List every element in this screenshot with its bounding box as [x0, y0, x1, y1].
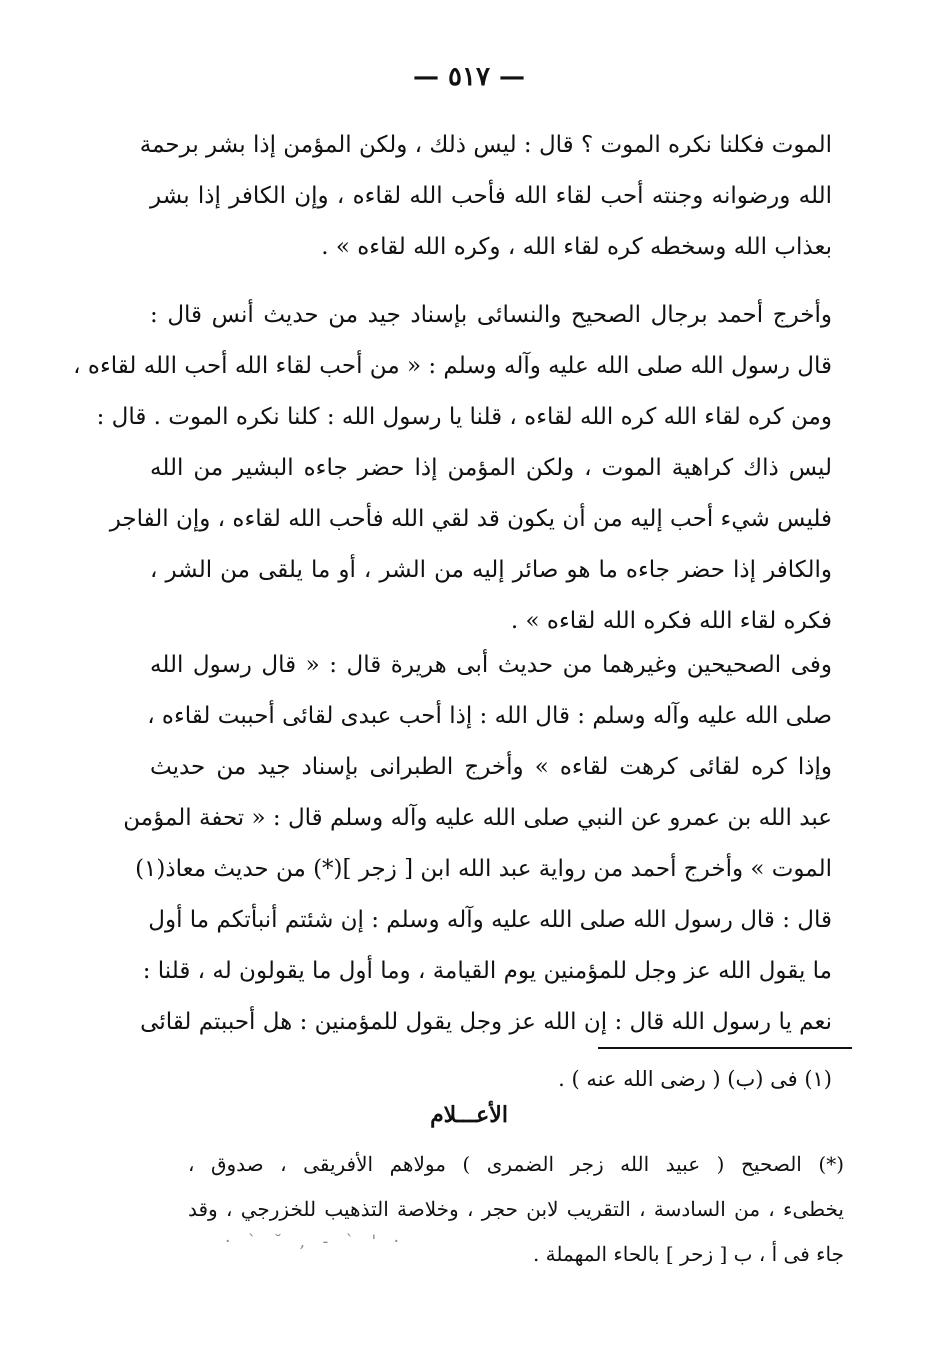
text-line: فكره لقاء الله فكره الله لقاءه » . — [510, 608, 832, 634]
page-number: — ٥١٧ — — [412, 62, 526, 92]
text-line: ليس ذاك كراهية الموت ، ولكن المؤمن إذا حضر جاءه البشير من الله — [150, 455, 832, 481]
text-line: ما يقول الله عز وجل للمؤمنين يوم القيامة ، وما أول ما يقولون له ، قلنا : — [142, 958, 832, 984]
text-line: وأخرج أحمد برجال الصحيح والنسائى بإسناد جيد من حديث أنس قال : — [150, 302, 832, 328]
note-line: جاء فى أ ، ب [ زحر ] بالحاء المهملة . — [532, 1242, 844, 1266]
text-line: الله ورضوانه وجنته أحب لقاء الله فأحب الله لقاءه ، وإن الكافر إذا بشر — [150, 183, 832, 209]
text-line: والكافر إذا حضر جاءه ما هو صائر إليه من الشر ، أو ما يلقى من الشر ، — [150, 557, 832, 583]
text-line: بعذاب الله وسخطه كره لقاء الله ، وكره الله لقاءه » . — [321, 234, 832, 260]
notes-body — [188, 1142, 844, 1277]
text-line: عبد الله بن عمرو عن النبي صلى الله عليه وآله وسلم قال : « تحفة المؤمن — [123, 805, 832, 831]
text-line: الموت فكلنا نكره الموت ؟ قال : ليس ذلك ، ولكن المؤمن إذا بشر برحمة — [139, 132, 832, 158]
text-line: قال : قال رسول الله صلى الله عليه وآله وسلم : إن شئتم أنبأتكم ما أول — [148, 907, 832, 933]
text-line: فليس شيء أحب إليه من أن يكون قد لقي الله فأحب الله لقاءه ، وإن الفاجر — [109, 506, 832, 532]
footnote-divider — [598, 1047, 852, 1049]
paragraph-3 — [123, 640, 832, 1048]
text-line: ومن كره لقاء الله كره الله لقاءه ، قلنا يا رسول الله : كلنا نكره الموت . قال : — [96, 404, 832, 430]
note-line: يخطىء ، من السادسة ، التقريب لابن حجر ، وخلاصة التذهيب للخزرجي ، وقد — [188, 1197, 844, 1221]
paragraph-1 — [139, 120, 832, 273]
paragraph-2 — [73, 290, 832, 647]
text-line: صلى الله عليه وآله وسلم : قال الله : إذا أحب عبدى لقائى أحببت لقاءه ، — [147, 703, 832, 729]
text-line: الموت » وأخرج أحمد من رواية عبد الله ابن [ زجر ](*) من حديث معاذ(١) — [135, 856, 832, 882]
faded-print-marks: · ' ` - , ˘ ` · — [225, 1232, 405, 1252]
notes-heading: الأعـــلام — [430, 1102, 508, 1128]
note-line: (*) الصحيح ( عبيد الله زجر الضمرى ) مولاهم الأفريقى ، صدوق ، — [188, 1152, 844, 1176]
text-line: نعم يا رسول الله قال : إن الله عز وجل يقول للمؤمنين : هل أحببتم لقائى — [140, 1009, 832, 1035]
text-line: قال رسول الله صلى الله عليه وآله وسلم : « من أحب لقاء الله أحب الله لقاءه ، — [73, 353, 832, 379]
footnote: (١) فى (ب) ( رضى الله عنه ) . — [558, 1067, 832, 1091]
text-line: وفى الصحيحين وغيرهما من حديث أبى هريرة قال : « قال رسول الله — [150, 652, 832, 678]
text-line: وإذا كره لقائى كرهت لقاءه » وأخرج الطبرانى بإسناد جيد من حديث — [150, 754, 832, 780]
